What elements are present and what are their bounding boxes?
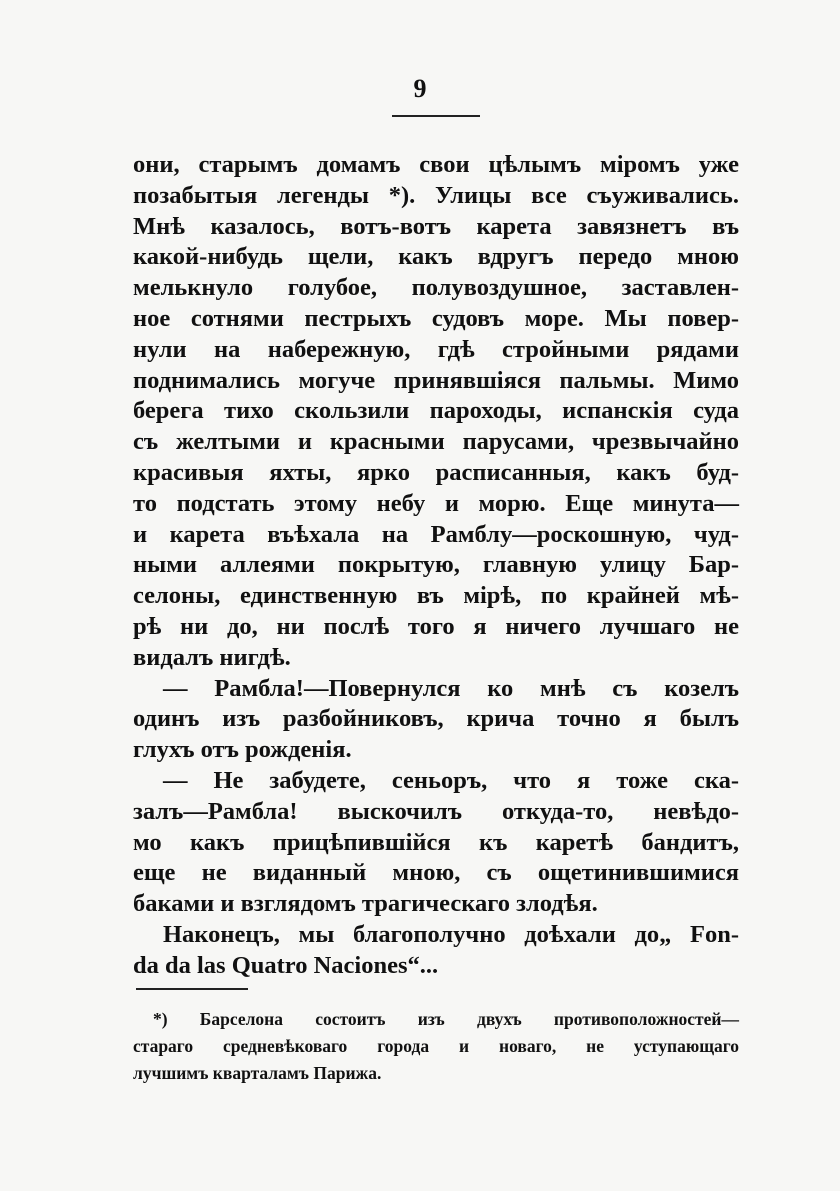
page-number: 9 (413, 74, 427, 103)
text-line: они, старымъ домамъ свои цѣлымъ міромъ уже (133, 151, 739, 178)
text-line: da da las Quatro Naciones“... (133, 951, 439, 979)
footnote-line: стараго средневѣковаго города и новаго, не уступающаго (133, 1036, 739, 1056)
main-text (133, 150, 739, 982)
footnote (133, 1006, 739, 1087)
text-line: Наконецъ, мы благополучно доѣхали до„ Fon- (163, 920, 739, 948)
footnote-line: *) Барселона состоитъ изъ двухъ противоположностей— (153, 1009, 739, 1029)
text-line: берега тихо скользили пароходы, испанскія суда (133, 397, 739, 425)
text-line: позабытыя легенды *). Улицы все съуживались. (133, 181, 739, 209)
text-line: мелькнуло голубое, полувоздушное, заставлен- (133, 274, 739, 302)
text-line: еще не виданный мною, съ ощетинившимися (133, 859, 739, 887)
text-line: Мнѣ казалось, вотъ-вотъ карета завязнетъ въ (133, 212, 739, 240)
text-line: поднимались могуче принявшіяся пальмы. Мимо (133, 366, 739, 394)
text-line: нули на набережную, гдѣ стройными рядами (133, 335, 739, 363)
footnote-rule (136, 988, 248, 990)
text-line: одинъ изъ разбойниковъ, крича точно я былъ (133, 705, 739, 733)
footnote-line: лучшимъ кварталамъ Парижа. (133, 1063, 382, 1083)
text-line: селоны, единственную въ мірѣ, по крайней мѣ- (133, 582, 739, 610)
text-line: ными аллеями покрытую, главную улицу Бар- (133, 551, 739, 579)
text-line: красивыя яхты, ярко расписанныя, какъ буд- (133, 458, 739, 486)
text-line: глухъ отъ рожденія. (133, 736, 352, 764)
page-number-rule (392, 115, 480, 117)
text-line: ное сотнями пестрыхъ судовъ море. Мы повер- (133, 304, 739, 332)
text-line: баками и взглядомъ трагическаго злодѣя. (133, 890, 598, 918)
text-line: и карета въѣхала на Рамблу—роскошную, чуд- (133, 520, 739, 548)
text-line: рѣ ни до, ни послѣ того я ничего лучшаго не (133, 612, 739, 640)
text-line: видалъ нигдѣ. (133, 643, 291, 671)
text-line: съ желтыми и красными парусами, чрезвычайно (133, 428, 739, 456)
text-line: какой-нибудь щели, какъ вдругъ передо мною (133, 243, 739, 271)
text-line: то подстать этому небу и морю. Еще минута— (133, 489, 739, 517)
text-line: залъ—Рамбла! выскочилъ откуда-то, невѣдо- (133, 797, 739, 825)
text-line: — Не забудете, сеньоръ, что я тоже ска- (163, 766, 739, 794)
text-line: мо какъ прицѣпившійся къ каретѣ бандитъ, (133, 828, 739, 856)
text-line: — Рамбла!—Повернулся ко мнѣ съ козелъ (163, 674, 739, 702)
